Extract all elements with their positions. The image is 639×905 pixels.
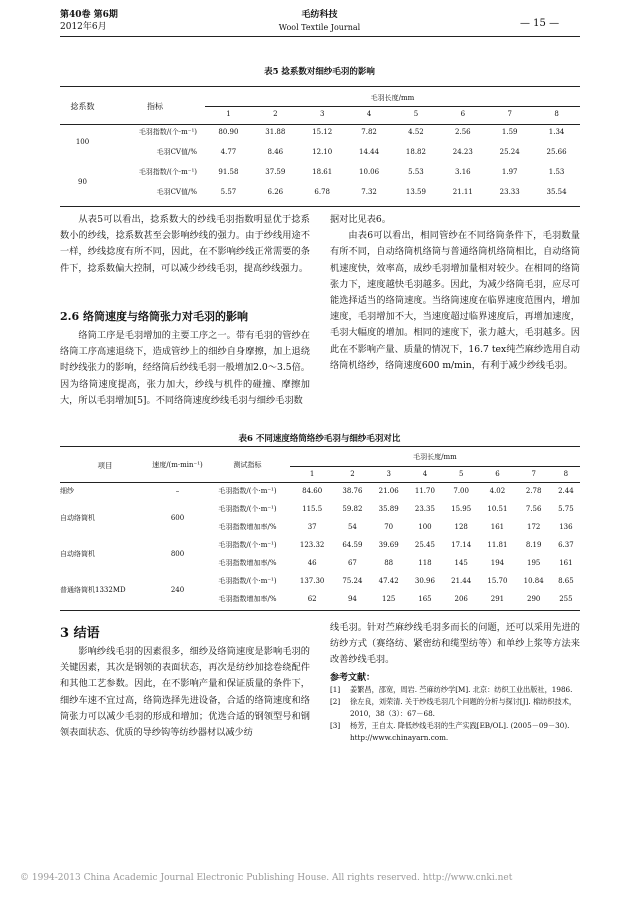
table5-value-cell: 23.33 <box>499 188 520 196</box>
table5-index-label: 毛羽CV值/% <box>156 188 197 196</box>
table5-value-cell: 18.82 <box>405 148 426 156</box>
table6-value-cell: 165 <box>418 595 432 603</box>
table6-item-cell: 自动络筒机 <box>60 550 95 558</box>
table6-value-cell: 59.82 <box>342 505 363 513</box>
table6-value-cell: 23.35 <box>414 505 435 513</box>
body-col2-part-b <box>330 620 580 669</box>
table6-value-cell: 161 <box>559 559 573 567</box>
table5-value-cell: 7.82 <box>361 128 377 136</box>
table5-header-index: 指标 <box>147 101 163 111</box>
table5-bottom-rule <box>60 206 580 207</box>
body-col1-part-c <box>60 644 310 741</box>
paragraph: 线毛羽。针对苎麻纱线毛羽多而长的问题，还可以采用先进的纺纱方式（赛络纺、紧密纺和缆型纺等）和单纱上浆等方法来改善纱线毛羽。 <box>330 622 580 666</box>
table6-header-item: 项目 <box>97 460 113 470</box>
table6-test-label: 毛羽指数/(个·m⁻¹) <box>218 487 277 495</box>
table5-top-rule <box>60 86 580 87</box>
table6-value-cell: 145 <box>454 559 468 567</box>
table5-value-cell: 35.54 <box>546 188 567 196</box>
table6-value-cell: 30.96 <box>414 577 435 585</box>
table5-value-cell: 6.78 <box>314 188 330 196</box>
table6-value-cell: 62 <box>307 595 317 603</box>
table5-col-number: 3 <box>319 110 325 118</box>
table5-index-label: 毛羽指数/(个·m⁻¹) <box>138 128 197 136</box>
table6-value-cell: 7.00 <box>453 487 469 495</box>
table6-subheader-rule <box>290 466 580 467</box>
table5-value-cell: 1.59 <box>501 128 518 136</box>
table5-col-number: 1 <box>226 110 231 118</box>
table5-col-number: 6 <box>460 110 466 118</box>
reference-number: [3] <box>330 721 341 730</box>
table6-value-cell: 15.70 <box>487 577 508 585</box>
table6-col-number: 1 <box>309 470 315 478</box>
table5-factor-cell: 100 <box>75 138 90 146</box>
table6-value-cell: 35.89 <box>378 505 399 513</box>
table6-col-number: 3 <box>386 470 391 478</box>
table5-value-cell: 25.66 <box>546 148 567 156</box>
table6-value-cell: 21.06 <box>378 487 399 495</box>
table5-value-cell: 5.57 <box>220 188 237 196</box>
copyright-footer: © 1994-2013 China Academic Journal Electronic Publishing House. All rights reserved. http://www.cnki.net <box>20 873 513 883</box>
table5-value-cell: 12.10 <box>312 148 333 156</box>
issue-date: 2012年6月 <box>60 22 107 32</box>
table6-value-cell: 25.45 <box>414 541 435 549</box>
table6-value-cell: 21.44 <box>451 577 472 585</box>
table6-test-label: 毛羽指数/(个·m⁻¹) <box>218 577 277 585</box>
header-rule <box>60 36 580 37</box>
table5-value-cell: 91.58 <box>218 168 239 176</box>
table5-value-cell: 4.52 <box>408 128 424 136</box>
reference-text: 杨芳，王自太. 降低纱线毛羽的生产实践[EB/OL]. (2005－09－30). http://www.chinayarn.com. <box>350 721 570 742</box>
table6-value-cell: 88 <box>384 559 394 567</box>
page-number: — 15 — <box>520 18 560 29</box>
table6-test-label: 毛羽指数/(个·m⁻¹) <box>218 505 277 513</box>
table5-value-cell: 15.12 <box>312 128 333 136</box>
table6-speed-cell: – <box>175 487 180 495</box>
table5-value-cell: 37.59 <box>265 168 286 176</box>
table6-row <box>60 482 580 500</box>
paragraph: 从表5可以看出，捻系数大的纱线毛羽指数明显优于捻系数小的纱线，捻系数甚至会影响纱线的强力。由于纱线用途不一样，纱线捻度有所不同，因此，在不影响纱线正常需要的条件下，捻系数偏大控制，可以减少纱线毛羽，提高纱线强力。 <box>60 214 310 274</box>
journal-title-en: Wool Textile Journal <box>278 23 361 32</box>
table5-value-cell: 3.16 <box>455 168 471 176</box>
table5-header-rule <box>60 124 580 125</box>
table6-value-cell: 6.37 <box>558 541 574 549</box>
table5-value-cell: 13.59 <box>405 188 426 196</box>
table6-value-cell: 11.70 <box>414 487 435 495</box>
table6-value-cell: 37 <box>307 523 317 531</box>
table6-value-cell: 195 <box>526 559 541 567</box>
table6-value-cell: 11.81 <box>487 541 508 549</box>
table6-value-cell: 290 <box>526 595 541 603</box>
table6-value-cell: 5.75 <box>558 505 574 513</box>
table6-value-cell: 136 <box>559 523 573 531</box>
table6-col-number: 2 <box>350 470 355 478</box>
table6-test-label: 毛羽指数增加率/% <box>218 595 277 603</box>
table5-value-cell: 6.26 <box>267 188 284 196</box>
table6-value-cell: 115.5 <box>302 505 323 513</box>
table6-bottom-rule <box>60 610 580 611</box>
table5-value-cell: 10.06 <box>359 168 380 176</box>
references-title: 参考文献： <box>330 673 376 683</box>
table6-value-cell: 137.30 <box>299 577 325 585</box>
table5-value-cell: 18.61 <box>312 168 333 176</box>
table5-subheader-rule <box>205 106 580 107</box>
table6-value-cell: 255 <box>559 595 573 603</box>
table6-col-number: 5 <box>458 470 464 478</box>
table6-value-cell: 10.84 <box>523 577 544 585</box>
table5-col-number: 2 <box>273 110 278 118</box>
reference-text: 徐左良，刘荣清. 关于纱线毛羽几个问题的分析与探讨[J]. 棉纺织技术，2010，38（3）：67－68. <box>350 697 577 718</box>
table6-value-cell: 47.42 <box>378 577 399 585</box>
table6-test-label: 毛羽指数增加率/% <box>218 523 277 531</box>
table5-col-number: 8 <box>554 110 559 118</box>
table6-value-cell: 7.56 <box>525 505 542 513</box>
table6-value-cell: 94 <box>347 595 357 603</box>
table5-value-cell: 21.11 <box>452 188 473 196</box>
table5-value-cell: 5.53 <box>408 168 424 176</box>
table5-value-cell: 1.53 <box>548 168 565 176</box>
table5-caption: 表5 捻系数对细纱毛羽的影响 <box>264 67 375 77</box>
table6-speed-cell: 240 <box>170 586 185 594</box>
section-2-6-heading: 2.6 络筒速度与络筒张力对毛羽的影响 <box>60 310 248 323</box>
body-col2-part-a <box>330 212 580 374</box>
table5-value-cell: 25.24 <box>499 148 520 156</box>
table6-speed-cell: 600 <box>170 514 185 522</box>
table6-value-cell: 172 <box>526 523 541 531</box>
table6-value-cell: 118 <box>418 559 432 567</box>
table5-col-number: 5 <box>413 110 419 118</box>
table6-value-cell: 8.65 <box>558 577 574 585</box>
table6-value-cell: 100 <box>418 523 432 531</box>
table6-value-cell: 291 <box>490 595 505 603</box>
table5-value-cell: 1.34 <box>548 128 565 136</box>
table6-col-number: 7 <box>531 470 536 478</box>
table5-col-number: 4 <box>366 110 372 118</box>
paragraph: 络筒工序是毛羽增加的主要工序之一。带有毛羽的管纱在络筒工序高速退绕下，造成管纱上的细纱自身摩擦，加上退绕时纱线张力的影响，经络筒后纱线毛羽一般增加2.0～3.5倍。因为络筒速度提高，张力加大，纱线与机件的碰撞、摩擦加大，所以毛羽增加[5]。不同络筒速度纱线毛羽与细纱毛羽数 <box>60 330 310 406</box>
table6-item-cell: 自动络筒机 <box>60 514 95 522</box>
table6-header-length: 毛羽长度/mm <box>413 453 457 461</box>
table6-value-cell: 70 <box>384 523 394 531</box>
table6-value-cell: 64.59 <box>342 541 363 549</box>
table6-value-cell: 15.95 <box>451 505 472 513</box>
table5-header-factor: 捻系数 <box>70 101 95 111</box>
table6-col-number: 6 <box>495 470 500 478</box>
journal-title-cn: 毛纺科技 <box>301 10 338 20</box>
reference-text: 姜繁昌，邵宽，周岩. 苎麻纺纱学[M]. 北京：纺织工业出版社，1986. <box>350 685 573 694</box>
table6-header-speed: 速度/(m·min⁻¹) <box>152 461 203 469</box>
paragraph: 据对比见表6。 <box>330 214 391 225</box>
table5-value-cell: 4.77 <box>220 148 237 156</box>
paragraph: 由表6可以看出，相同管纱在不同络筒条件下，毛羽数量有所不同，自动络筒机络筒与普通络筒机络筒相比，自动络筒机速度快，效率高，成纱毛羽增加量相对较少。在相同的络筒张力下，速度越快毛羽越多。因此，为减少络筒毛羽，应尽可能选择适当的络筒速度。当络筒速度在临界速度范围内，增加速度，毛羽增加不大，当速度超过临界速度后，再增加速度，毛羽大幅度的增加。相同的速度下，张力越大，毛羽越多。因此在不影响产量、质量的情况下，16.7 tex纯苎麻纱选用自动络筒机络纱，络筒速度600 m/min，有利于减少纱线毛羽。 <box>330 230 580 371</box>
table5-col-number: 7 <box>507 110 512 118</box>
table6-top-rule <box>60 446 580 447</box>
table6-value-cell: 194 <box>490 559 505 567</box>
reference-number: [2] <box>330 697 341 706</box>
reference-item <box>330 696 580 720</box>
table5-row <box>60 142 580 162</box>
table6-col-number: 8 <box>563 470 569 478</box>
table6-value-cell: 206 <box>454 595 468 603</box>
table6 <box>60 448 580 608</box>
table6-value-cell: 8.19 <box>525 541 542 549</box>
table5-index-label: 毛羽指数/(个·m⁻¹) <box>138 168 197 176</box>
table6-value-cell: 17.14 <box>451 541 472 549</box>
table6-value-cell: 2.44 <box>558 487 574 495</box>
reference-item <box>330 720 580 744</box>
table6-value-cell: 10.51 <box>487 505 508 513</box>
table6-value-cell: 4.02 <box>489 487 506 495</box>
table6-speed-cell: 800 <box>170 550 185 558</box>
paragraph: 影响纱线毛羽的因素很多，细纱及络筒速度是影响毛羽的关键因素，其次是钢领的表面状态，再次是纺纱加捻卷绕配件和其他工艺参数。因此，在不影响产量和保证质量的条件下，细纱车速不宜过高，络筒选择先进设备，合适的络筒速度和络筒张力可以减少毛羽的形成和增加；优选合适的钢领型号和钢领表面状态、优质的导纱钩等纺纱器材以减少纺 <box>60 646 310 739</box>
table5-value-cell: 24.23 <box>452 148 473 156</box>
table6-value-cell: 67 <box>347 559 357 567</box>
table6-value-cell: 38.76 <box>342 487 363 495</box>
table5-row <box>60 162 580 182</box>
table6-item-cell: 普通络筒机1332MD <box>60 586 126 594</box>
references-list <box>330 684 580 744</box>
table5-value-cell: 14.44 <box>359 148 380 156</box>
table6-value-cell: 75.24 <box>342 577 363 585</box>
table6-value-cell: 123.32 <box>299 541 325 549</box>
body-col1-part-b <box>60 328 310 409</box>
table5-row <box>60 122 580 142</box>
table5-header-length: 毛羽长度/mm <box>370 94 415 102</box>
table5-value-cell: 8.46 <box>267 148 284 156</box>
table6-value-cell: 128 <box>454 523 468 531</box>
table5-factor-cell: 90 <box>78 178 87 186</box>
table6-row <box>60 536 580 554</box>
table5-value-cell: 31.88 <box>265 128 286 136</box>
table6-header-test: 测试指标 <box>233 461 262 469</box>
table6-header-rule <box>60 482 580 483</box>
table6-value-cell: 125 <box>381 595 396 603</box>
reference-number: [1] <box>330 685 341 694</box>
table6-value-cell: 46 <box>307 559 317 567</box>
reference-item <box>330 684 580 696</box>
table6-row <box>60 572 580 590</box>
table5-value-cell: 1.97 <box>501 168 518 176</box>
table6-value-cell: 84.60 <box>302 487 323 495</box>
section-3-heading: 3 结语 <box>60 626 100 641</box>
table6-col-number: 4 <box>422 470 428 478</box>
table6-value-cell: 161 <box>490 523 505 531</box>
table6-item-cell: 细纱 <box>60 487 74 495</box>
table5-index-label: 毛羽CV值/% <box>156 148 197 156</box>
body-col1-part-a <box>60 212 310 277</box>
table6-caption: 表6 不同速度络筒络纱毛羽与细纱毛羽对比 <box>238 434 401 444</box>
table5-value-cell: 2.56 <box>455 128 471 136</box>
table6-test-label: 毛羽指数增加率/% <box>218 559 277 567</box>
table6-value-cell: 39.69 <box>378 541 399 549</box>
table6-row <box>60 500 580 518</box>
table5-value-cell: 7.32 <box>361 188 377 196</box>
volume-issue: 第40卷 第6期 <box>60 10 118 20</box>
table6-value-cell: 54 <box>347 523 357 531</box>
table6-test-label: 毛羽指数/(个·m⁻¹) <box>218 541 277 549</box>
table5-row <box>60 182 580 202</box>
table6-value-cell: 2.78 <box>525 487 542 495</box>
table5-value-cell: 80.90 <box>218 128 239 136</box>
